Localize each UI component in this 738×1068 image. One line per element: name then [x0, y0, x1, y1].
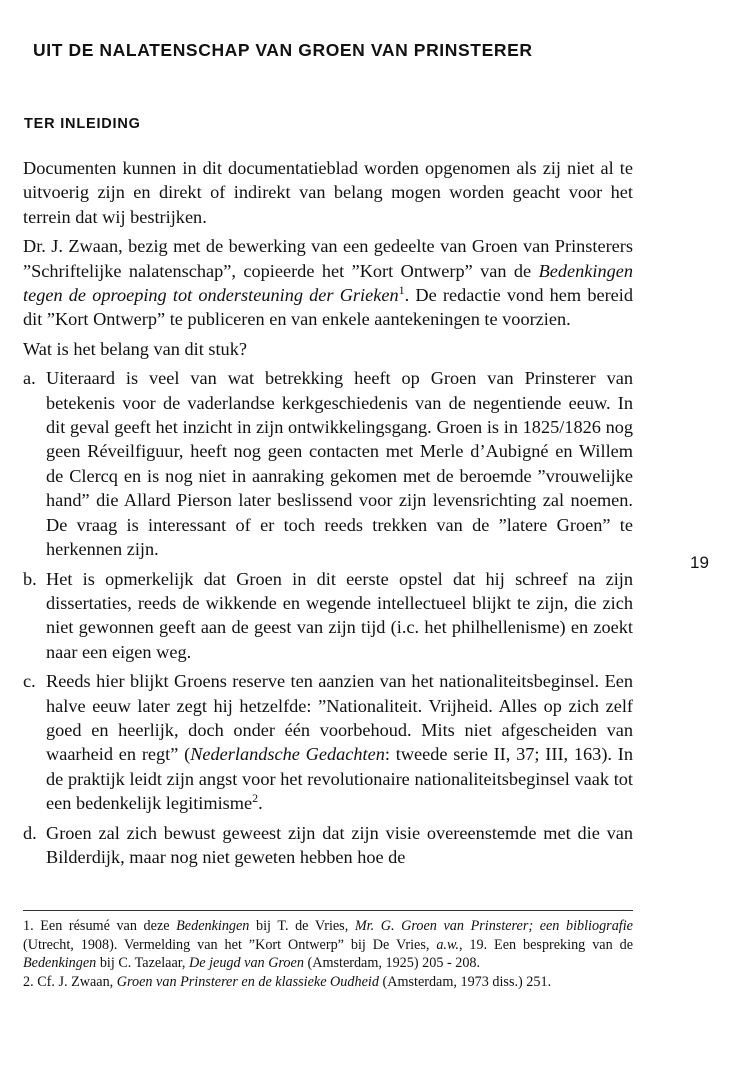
fn1-text-a: 1. Een résumé van deze [23, 918, 177, 934]
list-item-a [23, 366, 633, 561]
list-text-d: Groen zal zich bewust geweest zijn dat zijn visie overeenstemde met die van Bilderdijk, maar nog niet geweten hebben hoe de [46, 822, 633, 867]
fn1-text-f: (Amsterdam, 1925) 205 - 208. [303, 955, 481, 971]
fn1-text-b: bij T. de Vries, [249, 918, 355, 934]
footnote-ref-1[interactable]: 1 [398, 282, 405, 297]
footnotes [23, 917, 633, 991]
title-bedenkingen: Bedenkingen tegen de oproeping tot ondersteuning der Grieken [23, 260, 633, 306]
fn2-text-a: 2. Cf. J. Zwaan, [23, 973, 117, 990]
fn2-italic-1: Groen van Prinsterer en de klassieke Oudheid [116, 973, 379, 990]
footnote-ref-2[interactable]: 2 [252, 791, 259, 806]
fn2-text-b: (Amsterdam, 1973 diss.) 251. [378, 973, 552, 990]
page-number: 19 [690, 553, 709, 572]
list-text-b: Het is opmerkelijk dat Groen in dit eerste opstel dat hij schreef na zijn dissertaties, reeds de wikkende en wegende intellectueel blijkt te zijn, die zich niet gewonnen geeft aan de geest van zijn tijd (i.c. het philhellenisme) en zoekt naar een eigen weg. [46, 568, 633, 662]
fn1-italic-2: Mr. G. Groen van Prinsterer; een bibliografie [354, 918, 633, 934]
points-list [23, 366, 633, 869]
fn1-italic-3: a.w. [436, 936, 459, 953]
list-text-c-c: . [258, 793, 263, 814]
footnote-1 [23, 917, 633, 973]
list-text-c-a: Reeds hier blijkt Groens reserve ten aanzien van het nationaliteitsbeginsel. Een halve eeuw later zegt hij hetzelfde: ”Nationaliteit. Vrijheid. Alles op zich zelf goed en heerlijk, doch onder één voorbehoud. Mits niet afgescheiden van waarheid en regt” ( [46, 671, 633, 765]
list-marker-a: a. [23, 368, 36, 389]
body-text [23, 156, 633, 874]
list-text-a: Uiteraard is veel van wat betrekking heeft op Groen van Prinsterer van betekenis voor de vaderlandse kerkgeschiedenis van de negentiende eeuw. In dit geval geeft het inzicht in zijn ontwikkelingsgang. Groen is in 1825/1826 nog geen Réveilfiguur, heeft nog geen contacten met Merle d’Aubigné en Willem de Clercq en is nog niet in aanraking gekomen met de beroemde ”vrouwelijke hand” die Allard Pierson later beslissend voor zijn levensrichting zal noemen. De vraag is interessant of er toch reeds trekken van de ”latere Groen” te herkennen zijn. [46, 368, 633, 560]
paragraph-intro: Documenten kunnen in dit documentatieblad worden opgenomen als zij niet al te uitvoerig zijn en direkt of indirekt van belang mogen worden geacht voor het terrein dat wij bestrijken. [23, 158, 633, 227]
fn1-text-c: (Utrecht, 1908). Vermelding van het ”Kort Ontwerp” bij De Vries, [23, 936, 437, 953]
running-head: UIT DE NALATENSCHAP VAN GROEN VAN PRINSTERER [33, 40, 533, 60]
list-marker-d: d. [23, 822, 37, 843]
fn1-italic-5: De jeugd van Groen [189, 955, 304, 971]
fn1-italic-4: Bedenkingen [23, 955, 97, 971]
paragraph-zwaan-text-b: . De redactie vond hem bereid dit ”Kort Ontwerp” te publiceren en van enkele aantekeningen te voorzien. [23, 285, 634, 330]
list-item-b [23, 567, 633, 665]
fn1-text-e: bij C. Tazelaar, [96, 955, 189, 971]
paragraph-zwaan [23, 234, 633, 332]
list-marker-c: c. [23, 671, 36, 692]
footnote-divider [23, 910, 633, 911]
list-item-c [23, 669, 633, 815]
fn1-italic-1: Bedenkingen [176, 918, 250, 934]
list-text-c-b: : tweede serie II, 37; III, 163). In de praktijk leidt zijn angst voor het revolutionaire nationaliteitsbeginsel vaak tot een bedenkelijk legitimisme [46, 744, 633, 814]
list-marker-b: b. [23, 568, 37, 589]
paragraph-zwaan-text-a: Dr. J. Zwaan, bezig met de bewerking van een gedeelte van Groen van Prinsterers ”Schriftelijke nalatenschap”, copieerde het ”Kort Ontwerp” van de [23, 236, 633, 281]
footnote-2 [23, 973, 633, 992]
paragraph-question: Wat is het belang van dit stuk? [23, 338, 247, 359]
list-item-d [23, 821, 633, 870]
fn1-text-d: , 19. Een bespreking van de [458, 936, 633, 953]
section-heading: TER INLEIDING [24, 116, 141, 132]
title-nederlandsche-gedachten: Nederlandsche Gedachten [190, 744, 385, 765]
